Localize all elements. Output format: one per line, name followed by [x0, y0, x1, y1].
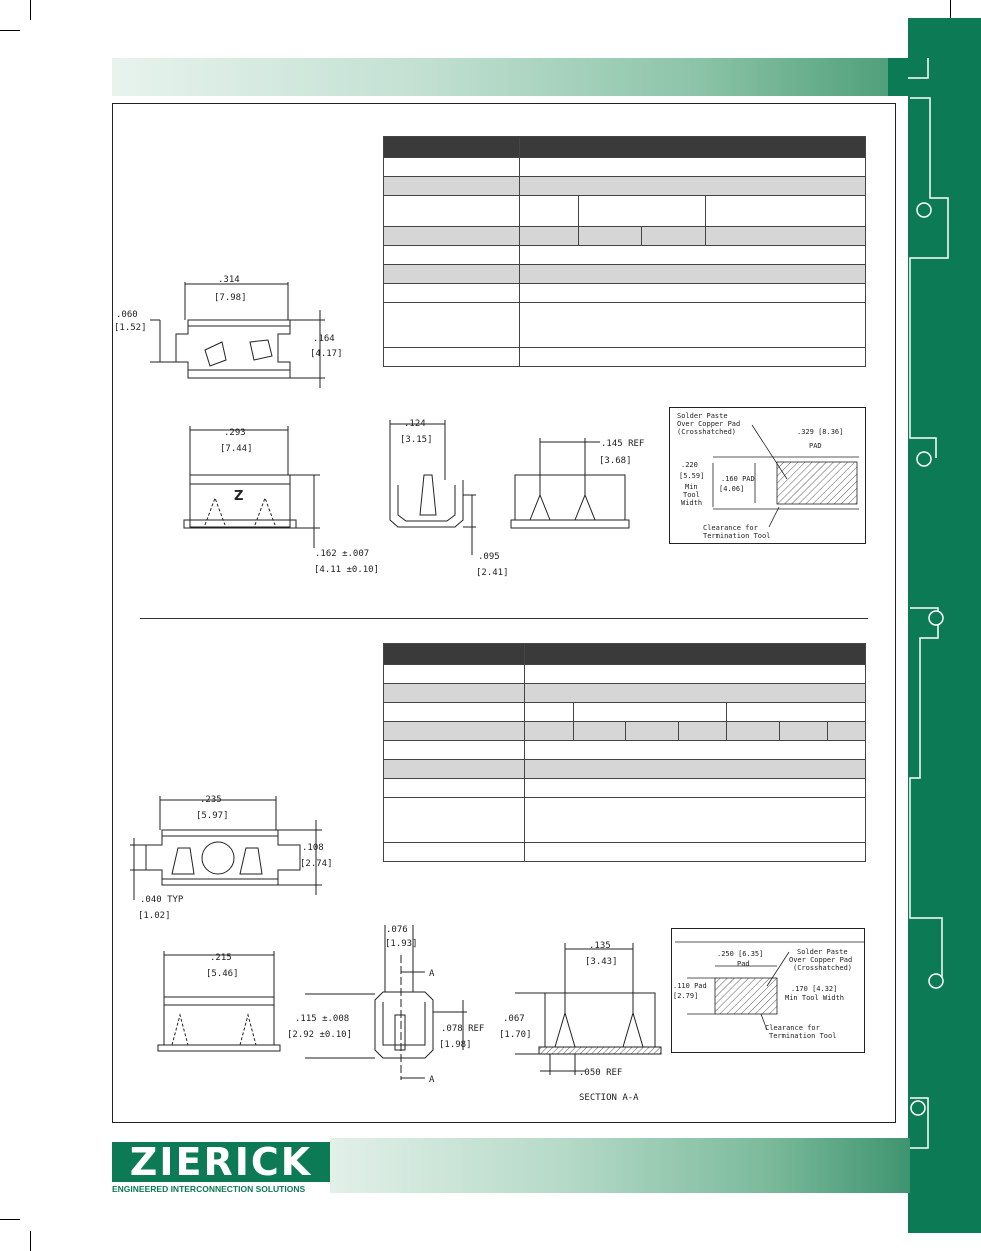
dim-upper-top-height: .164 — [313, 334, 335, 344]
section-marker-top: A — [429, 969, 435, 979]
dim-lower-section-offset: .050 REF — [579, 1068, 623, 1078]
section-divider — [140, 618, 868, 619]
table-row — [384, 703, 866, 722]
lower-clearance2: Termination Tool — [769, 1032, 837, 1040]
upper-clearance1: Clearance for — [703, 524, 758, 532]
lower-pad-note2: Over Copper Pad — [789, 956, 853, 964]
table-row — [384, 196, 866, 227]
table-row — [384, 303, 866, 348]
dim-lower-side-width-mm: [1.93] — [385, 939, 418, 949]
lower-clearance1: Clearance for — [765, 1024, 820, 1032]
table-row — [384, 177, 866, 196]
upper-tool-label2: Tool — [683, 491, 700, 499]
upper-pad-length: .329 [8.36] — [797, 428, 844, 436]
section-caption: SECTION A-A — [579, 1093, 639, 1103]
zierick-logo — [112, 1140, 330, 1195]
dim-upper-top-width-mm: [7.98] — [214, 293, 247, 303]
dim-lower-section-height-mm: [1.70] — [499, 1030, 532, 1040]
dim-upper-notch-mm: [1.52] — [114, 323, 147, 333]
lower-front-view-drawing — [150, 945, 310, 1065]
dim-lower-top-height: .108 — [302, 843, 324, 853]
upper-pad-width-mm: [4.06] — [719, 485, 745, 493]
crop-mark — [30, 1231, 31, 1251]
dim-upper-top-width: .314 — [218, 275, 240, 285]
table-row — [384, 722, 866, 741]
lower-pad-note1: Solder Paste — [797, 948, 848, 956]
logo-tagline: ENGINEERED INTERCONNECTION SOLUTIONS — [112, 1184, 306, 1194]
table-row — [384, 348, 866, 367]
table-row — [384, 684, 866, 703]
dim-lower-top-width: .235 — [200, 795, 222, 805]
lower-spec-table — [383, 643, 866, 862]
lower-pad-note3: (Crosshatched) — [793, 964, 853, 972]
dim-upper-section-spacing: .145 REF — [601, 439, 645, 449]
upper-clearance2: Termination Tool — [703, 532, 771, 540]
upper-tool-label1: Min — [685, 483, 698, 491]
part-mark-z: Z — [234, 489, 244, 504]
dim-upper-notch: .060 — [116, 310, 138, 320]
upper-top-view-drawing — [110, 270, 343, 400]
dim-lower-top-width-mm: [5.97] — [196, 811, 229, 821]
table-row — [384, 265, 866, 284]
dim-lower-section-height: .067 — [503, 1014, 525, 1024]
table-row — [384, 760, 866, 779]
table-header-row — [384, 644, 866, 665]
crop-mark — [950, 0, 951, 20]
dim-lower-notch-mm: [1.02] — [138, 911, 171, 921]
dim-lower-side-ref: .078 REF — [441, 1024, 485, 1034]
upper-pad-note2: Over Copper Pad — [677, 420, 741, 428]
upper-pad-layout — [669, 407, 867, 545]
table-row — [384, 227, 866, 246]
footer-band — [330, 1138, 910, 1193]
table-row — [384, 284, 866, 303]
upper-tool-width: .220 — [681, 461, 698, 469]
dim-upper-front-width: .293 — [224, 428, 246, 438]
dim-lower-side-height: .115 ±.008 — [295, 1014, 350, 1024]
lower-pad-width: .110 Pad — [673, 982, 707, 990]
upper-side-view-drawing — [380, 415, 520, 585]
lower-pad-length: .250 [6.35] — [717, 950, 764, 958]
table-row — [384, 779, 866, 798]
dim-upper-side-base-mm: [2.41] — [476, 568, 509, 578]
dim-upper-front-height-mm: [4.11 ±0.10] — [314, 565, 380, 575]
dim-upper-side-width-mm: [3.15] — [400, 435, 433, 445]
upper-pad-note1: Solder Paste — [677, 412, 728, 420]
upper-spec-table — [383, 136, 866, 367]
dim-upper-side-width: .124 — [404, 419, 426, 429]
dim-lower-side-height-mm: [2.92 ±0.10] — [287, 1030, 353, 1040]
logo-wordmark: ZIERICK — [112, 1142, 330, 1182]
dim-lower-top-height-mm: [2.74] — [300, 859, 333, 869]
lower-pad-length-label: Pad — [737, 960, 750, 968]
lower-tool-width: .170 [4.32] — [791, 985, 838, 993]
dim-lower-side-width: .076 — [386, 925, 408, 935]
table-row — [384, 158, 866, 177]
table-row — [384, 741, 866, 760]
table-row — [384, 246, 866, 265]
dim-lower-front-width: .215 — [210, 953, 232, 963]
upper-tool-label3: Width — [681, 499, 703, 507]
circuit-trace-graphic — [908, 18, 981, 1233]
dim-lower-section-spacing: .135 — [589, 941, 611, 951]
lower-top-view-drawing — [110, 790, 350, 920]
crop-mark — [30, 0, 31, 20]
dim-upper-top-height-mm: [4.17] — [310, 349, 343, 359]
upper-pad-width: .160 PAD — [721, 475, 755, 483]
header-band — [112, 58, 892, 96]
lower-side-view-drawing — [287, 920, 495, 1090]
table-row — [384, 843, 866, 862]
lower-pad-layout — [671, 928, 867, 1054]
dim-lower-side-ref-mm: [1.98] — [439, 1040, 472, 1050]
dim-upper-section-spacing-mm: [3.68] — [599, 456, 632, 466]
upper-pad-length-label: PAD — [809, 442, 822, 450]
dim-upper-front-height: .162 ±.007 — [315, 549, 370, 559]
upper-section-view-drawing — [505, 430, 665, 550]
lower-pad-width-mm: [2.79] — [673, 992, 699, 1000]
table-row — [384, 665, 866, 684]
dim-upper-front-width-mm: [7.44] — [220, 444, 253, 454]
upper-pad-note3: (Crosshatched) — [677, 428, 737, 436]
dim-lower-section-spacing-mm: [3.43] — [585, 957, 618, 967]
table-header-row — [384, 137, 866, 158]
dim-upper-side-base: .095 — [478, 552, 500, 562]
upper-tool-width-mm: [5.59] — [679, 472, 705, 480]
section-marker-bottom: A — [429, 1075, 435, 1085]
lower-section-view-drawing — [495, 935, 675, 1105]
crop-mark — [0, 1219, 20, 1220]
lower-tool-label: Min Tool Width — [785, 994, 845, 1002]
dim-lower-notch: .040 TYP — [140, 895, 184, 905]
side-circuit-bar — [908, 18, 981, 1233]
table-row — [384, 798, 866, 843]
dim-lower-front-width-mm: [5.46] — [206, 969, 239, 979]
crop-mark — [0, 30, 20, 31]
